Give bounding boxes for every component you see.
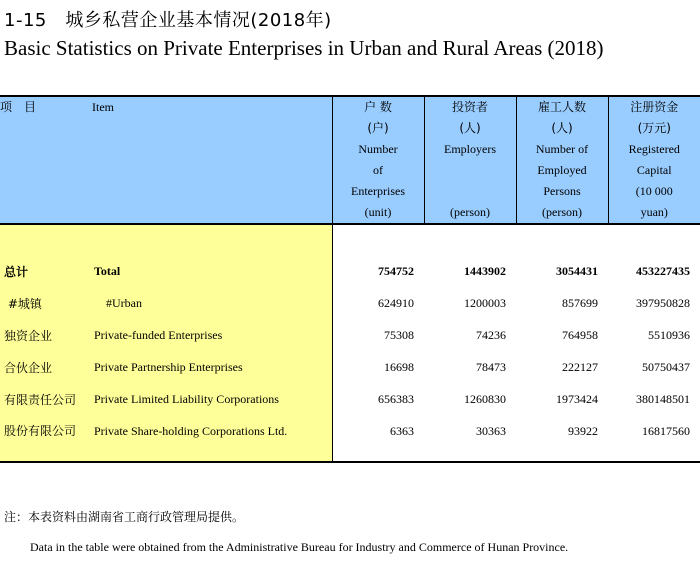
table-row-total bbox=[0, 255, 700, 287]
cell-employers bbox=[424, 415, 516, 462]
table-row-share-holding bbox=[0, 415, 700, 462]
row-label-cn bbox=[0, 415, 92, 462]
cell-enterprises: 656383 bbox=[332, 383, 424, 415]
cell-registered-capital: 5510936 bbox=[648, 327, 690, 342]
cell-registered-capital: 397950828 bbox=[636, 295, 690, 310]
table-header-row bbox=[0, 96, 700, 224]
row-label-en: Private Partnership Enterprises bbox=[92, 351, 332, 383]
table-row-partnership bbox=[0, 351, 700, 383]
header-label-en: Enterprises bbox=[351, 184, 405, 198]
cell-employed-persons: 222127 bbox=[562, 359, 598, 374]
cell-employed-persons: 857699 bbox=[562, 295, 598, 310]
row-label-en: Private Limited Liability Corporations bbox=[92, 383, 332, 415]
footnote-english: Data in the table were obtained from the Administrative Bureau for Industry and Commerce of Hunan Province. bbox=[30, 540, 569, 554]
cell-employers: 74236 bbox=[476, 327, 506, 342]
header-label-en: Number of bbox=[535, 142, 589, 156]
header-employers bbox=[424, 96, 516, 224]
row-label-en bbox=[92, 415, 332, 462]
cell-registered-capital bbox=[608, 415, 700, 462]
header-unit-en: (unit) bbox=[364, 205, 392, 219]
header-label-en: Employers bbox=[444, 142, 496, 156]
header-unit-en: (person) bbox=[450, 205, 490, 219]
header-label-en: Persons bbox=[543, 184, 581, 198]
cell-registered-capital: 453227435 bbox=[636, 263, 690, 278]
row-label-en: #Urban bbox=[92, 287, 332, 319]
row-label-en: Private-funded Enterprises bbox=[92, 319, 332, 351]
cell-registered-capital: 50750437 bbox=[642, 359, 690, 374]
cell-enterprises bbox=[332, 415, 424, 462]
header-label-cn: 户 数 bbox=[364, 100, 392, 114]
cell-enterprises: 624910 bbox=[332, 287, 424, 319]
header-label-en: Capital bbox=[636, 163, 672, 177]
header-label-en: Employed bbox=[537, 163, 587, 177]
statistics-table bbox=[0, 95, 700, 463]
header-label-en: of bbox=[373, 163, 383, 177]
cell-employers: 1260830 bbox=[464, 391, 506, 406]
header-employed-persons bbox=[516, 96, 608, 224]
cell-employers: 78473 bbox=[476, 359, 506, 374]
header-label-cn: 注册资金 bbox=[630, 100, 679, 114]
cell-value: 93922 bbox=[568, 424, 598, 438]
cell-employers: 1443902 bbox=[464, 263, 506, 278]
cell-value: 6363 bbox=[390, 424, 414, 438]
header-unit-en: (person) bbox=[542, 205, 582, 219]
table-row-urban bbox=[0, 287, 700, 319]
row-label-cn: #城镇 bbox=[0, 287, 92, 319]
header-label-cn: 投资者 bbox=[451, 100, 488, 114]
cell-employed-persons bbox=[516, 415, 608, 462]
cell-employed-persons: 764958 bbox=[562, 327, 598, 342]
row-label-cn: 合伙企业 bbox=[0, 351, 92, 383]
header-registered-capital bbox=[608, 96, 700, 224]
header-unit-cn: (户) bbox=[367, 121, 389, 135]
header-label-en: (10 000 bbox=[635, 184, 673, 198]
header-label-en bbox=[425, 160, 516, 181]
statistics-table-container bbox=[0, 95, 700, 463]
header-unit-cn: (人) bbox=[459, 121, 481, 135]
footnote-chinese: 注：本表资料由湖南省工商行政管理局提供。 bbox=[4, 510, 245, 524]
row-label-en-text: Private Share-holding Corporations Ltd. bbox=[94, 424, 288, 438]
cell-enterprises: 16698 bbox=[332, 351, 424, 383]
table-title-english: Basic Statistics on Private Enterprises in Urban and Rural Areas (2018) bbox=[4, 36, 604, 60]
cell-enterprises: 75308 bbox=[332, 319, 424, 351]
cell-employers: 1200003 bbox=[464, 295, 506, 310]
header-label-en: Registered bbox=[628, 142, 680, 156]
spacer-row bbox=[0, 224, 700, 255]
cell-value: 16817560 bbox=[642, 424, 690, 438]
cell-value: 30363 bbox=[476, 424, 506, 438]
header-item-chinese: 项 目 bbox=[0, 96, 92, 224]
cell-registered-capital: 380148501 bbox=[636, 391, 690, 406]
header-unit-cn: (人) bbox=[551, 121, 573, 135]
table-row-private-funded bbox=[0, 319, 700, 351]
header-label-en: Number bbox=[358, 142, 398, 156]
header-label-cn: 雇工人数 bbox=[537, 100, 586, 114]
header-label-en bbox=[425, 181, 516, 202]
header-enterprises bbox=[332, 96, 424, 224]
table-row-limited-liability bbox=[0, 383, 700, 415]
cell-enterprises: 754752 bbox=[332, 255, 424, 287]
table-title-chinese: 1-15 城乡私营企业基本情况(2018年) bbox=[4, 10, 332, 31]
cell-employed-persons: 1973424 bbox=[556, 391, 598, 406]
row-label-cn-text: 股份有限公司 bbox=[4, 424, 77, 438]
row-label-en: Total bbox=[92, 255, 332, 287]
cell-employed-persons: 3054431 bbox=[556, 263, 598, 278]
row-label-cn: 总计 bbox=[0, 255, 92, 287]
row-label-cn: 独资企业 bbox=[0, 319, 92, 351]
header-unit-en: yuan) bbox=[640, 205, 668, 219]
header-item-english: Item bbox=[92, 96, 332, 224]
row-label-cn: 有限责任公司 bbox=[0, 383, 92, 415]
header-unit-cn: (万元) bbox=[637, 121, 671, 135]
